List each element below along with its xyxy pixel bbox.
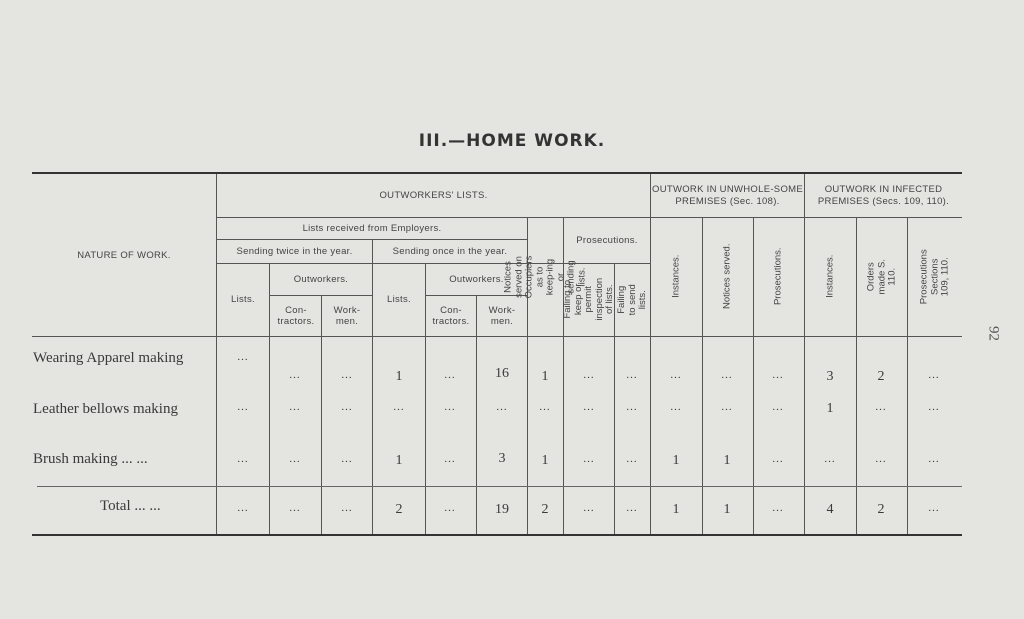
table-cell: 1 [541,453,549,468]
prosecutions-col-header: Prosecutions. [772,247,784,306]
table-cell: ... [444,502,456,514]
table-cell: ... [583,401,595,413]
workmen-header-1: Work-men. [333,305,361,327]
table-cell: ... [341,453,353,465]
table-cell: ... [496,401,508,413]
table-cell: ... [341,502,353,514]
table-cell: 3 [498,451,506,466]
table-cell: 16 [495,366,509,381]
row-label-wearing-apparel: Wearing Apparel making [33,350,184,366]
table-cell: ... [721,401,733,413]
table-cell: 1 [826,401,834,416]
outworkers-header-1: Outworkers. [293,273,349,285]
notices-occupiers-header: Notices served on Occupiers as to keep-ing or sending lists. [502,255,588,298]
row-label-total: Total ... ... [100,498,161,514]
table-cell: ... [583,453,595,465]
outworkers-lists-header: OUTWORKERS' LISTS. [379,190,488,201]
row-label-brush: Brush making ... ... [33,451,148,467]
table-cell: 1 [395,369,403,384]
prosecutions-col-vert [754,217,804,336]
table-cell: 1 [541,369,549,384]
outwork-infected-header: OUTWORK IN INFECTED PREMISES (Secs. 109, 110). [817,183,950,207]
table-cell: ... [875,453,887,465]
table-cell: ... [626,502,638,514]
vline-5 [425,263,426,534]
notices-served-header: Notices served. [721,243,733,310]
row-label-leather-bellows: Leather bellows making [33,401,178,417]
table-cell: ... [670,401,682,413]
table-cell: ... [721,369,733,381]
table-cell: ... [393,401,405,413]
lists-header-2: Lists. [387,294,411,305]
table-cell: 2 [877,369,885,384]
table-cell: ... [237,401,249,413]
table-cell: ... [289,453,301,465]
table-cell: ... [341,401,353,413]
vline-3 [321,295,322,534]
instances-header: Instances. [670,254,682,299]
vline-2 [269,263,270,534]
table-cell: 2 [395,502,403,517]
instances-vert [651,217,702,336]
table-cell: ... [928,453,940,465]
table-cell: ... [928,401,940,413]
header-bottom-rule [32,336,962,337]
table-cell: ... [289,502,301,514]
table-cell: ... [928,502,940,514]
prosecutions-109-vert [908,217,962,336]
table-cell: ... [444,369,456,381]
table-cell: 1 [723,453,731,468]
notices-served-vert [703,217,753,336]
table-cell: ... [824,453,836,465]
table-cell: ... [583,502,595,514]
table-cell: 4 [826,502,834,517]
table-cell: ... [583,369,595,381]
table-cell: ... [237,453,249,465]
table-cell: 1 [672,502,680,517]
failing-send-vert [615,263,650,336]
nature-of-work-header: NATURE OF WORK. [77,249,171,261]
table-cell: 1 [672,453,680,468]
sending-twice-header: Sending twice in the year. [236,245,353,257]
outwork-unwholesome-header: OUTWORK IN UNWHOLE-SOME PREMISES (Sec. 108). [652,183,803,207]
orders-made-header: Orders made S. 110. [865,258,898,295]
table-cell: 1 [723,502,731,517]
table-cell: 2 [877,502,885,517]
workmen-header-2: Work-men. [488,305,516,327]
page-number: 92 [985,326,1002,341]
table-cell: ... [444,401,456,413]
vline-6 [476,295,477,534]
lists-received-header: Lists received from Employers. [302,222,442,234]
table-bottom-rule [32,534,962,536]
orders-made-vert [857,217,907,336]
table-cell: ... [626,369,638,381]
sending-once-header: Sending once in the year. [392,245,508,257]
table-cell: ... [289,401,301,413]
table-cell: ... [670,369,682,381]
table-cell: ... [444,453,456,465]
contractors-header-1: Con-tractors. [277,305,315,327]
contractors-header-2: Con-tractors. [432,305,470,327]
table-cell: ... [626,401,638,413]
table-cell: ... [875,401,887,413]
table-cell: ... [237,502,249,514]
table-cell: ... [237,351,249,363]
page-title: III.—HOME WORK. [418,131,606,151]
failing-keep-vert [561,263,615,336]
table-cell: 19 [495,502,509,517]
table-cell: ... [772,502,784,514]
prosecutions-header: Prosecutions. [576,234,638,246]
table-cell: 2 [541,502,549,517]
table-cell: 3 [826,369,834,384]
instances-2-vert [805,217,856,336]
table-cell: 1 [395,453,403,468]
total-rule [37,486,962,487]
prosecutions-109-header: Prosecutions Sections 109, 110. [918,249,951,304]
outworkers-header-2: Outworkers. [449,273,504,285]
table-cell: ... [772,369,784,381]
failing-keep-header: Failing to keep or permit inspection of lists. [561,278,615,321]
table-cell: ... [772,453,784,465]
failing-send-header: Failing to send lists. [615,283,648,316]
table-cell: ... [928,369,940,381]
table-cell: ... [772,401,784,413]
lists-header-1: Lists. [231,294,255,305]
table-cell: ... [626,453,638,465]
table-cell: ... [289,369,301,381]
instances-2-header: Instances. [824,254,836,299]
table-cell: ... [539,401,551,413]
table-cell: ... [341,369,353,381]
